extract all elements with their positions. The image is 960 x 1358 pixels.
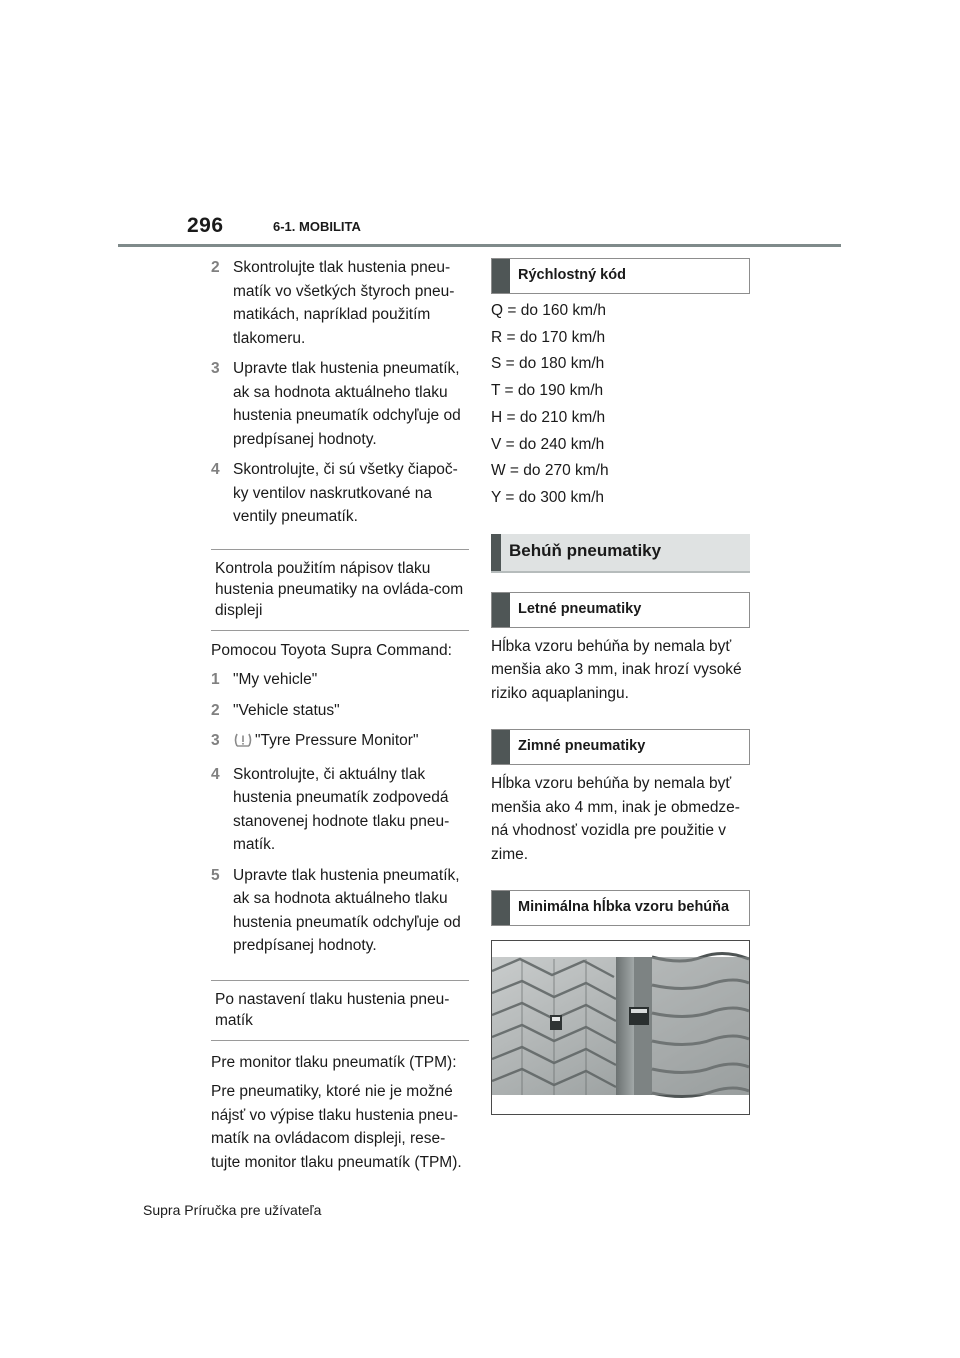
tread-section-heading xyxy=(491,534,750,573)
note-text: Kontrola použitím nápisov tlaku hustenia pneumatiky na ovláda-com displeji xyxy=(215,559,464,619)
step-item xyxy=(211,357,469,451)
tpm-heading-text: Pre monitor tlaku pneumatík (TPM): xyxy=(211,1053,457,1071)
page-number: 296 xyxy=(187,214,224,237)
footer-text: Supra Príručka pre užívateľa xyxy=(143,1202,322,1218)
heading-text: Zimné pneumatiky xyxy=(518,738,646,755)
list-item: R = do 170 km/h xyxy=(491,328,606,346)
summer-tires-text: Hĺbka vzoru behúňa by nemala byť menšia ako 3 mm, inak hrozí vysoké riziko aquaplaningu. xyxy=(491,637,742,702)
heading-text: Minimálna hĺbka vzoru behúňa xyxy=(518,899,730,916)
step-item xyxy=(211,763,469,857)
step-text: Skontrolujte tlak hustenia pneu-matík vo všetkých štyroch pneu-matikách, napríklad použitím tlakomeru. xyxy=(233,259,455,347)
heading-text: Letné pneumatiky xyxy=(518,600,642,617)
step-text: Skontrolujte, či sú všetky čiapoč-ky ventilov naskrutkované na ventily pneumatík. xyxy=(233,461,458,525)
note-text: Po nastavení tlaku hustenia pneu-matík xyxy=(215,990,450,1029)
step-item xyxy=(211,458,469,529)
step-text: "Vehicle status" xyxy=(233,701,340,719)
step-text: Upravte tlak hustenia pneumatík, ak sa hodnota aktuálneho tlaku hustenia pneumatík odchyľuje od predpísanej hodnoty. xyxy=(233,360,461,448)
step-item xyxy=(211,864,469,958)
step-item xyxy=(211,668,469,692)
note-box xyxy=(211,549,469,631)
heading-accent-bar xyxy=(492,891,510,925)
step-number: 3 xyxy=(211,732,220,749)
speed-code-list xyxy=(491,298,750,512)
list-item: H = do 210 km/h xyxy=(491,408,606,426)
min-tread-depth-heading xyxy=(491,890,750,926)
step-number: 2 xyxy=(211,701,220,719)
section-title: 6-1. MOBILITA xyxy=(273,219,361,234)
step-number: 5 xyxy=(211,866,220,884)
tpm-body-text: Pre pneumatiky, ktoré nie je možné nájsť vo výpise tlaku hustenia pneu-matík na ovládacom displeji, rese-tujte monitor tlaku pneumatík (TPM). xyxy=(211,1083,462,1171)
step-number: 4 xyxy=(211,461,220,478)
list-item: V = do 240 km/h xyxy=(491,435,605,453)
step-number: 1 xyxy=(211,671,220,688)
heading-accent-bar xyxy=(492,730,510,764)
heading-text: Behúň pneumatiky xyxy=(509,540,662,560)
heading-accent-bar xyxy=(492,259,510,293)
intro-text: Pomocou Toyota Supra Command: xyxy=(211,641,452,659)
winter-tires-heading xyxy=(491,729,750,765)
step-text: "My vehicle" xyxy=(233,671,318,688)
heading-text: Rýchlostný kód xyxy=(518,267,626,283)
speed-code-heading xyxy=(491,258,750,294)
step-number: 3 xyxy=(211,360,220,377)
winter-tires-text: Hĺbka vzoru behúňa by nemala byť menšia ako 4 mm, inak je obmedze-ná vhodnosť vozidla pre použitie v zime. xyxy=(491,775,740,863)
left-column xyxy=(211,256,469,1180)
header-divider xyxy=(118,244,841,247)
tire-warning-icon xyxy=(233,732,253,756)
tread-illustration-svg xyxy=(492,941,749,1114)
step-item xyxy=(211,729,469,756)
step-number: 2 xyxy=(211,259,220,276)
step-text: Skontrolujte, či aktuálny tlak hustenia pneumatík zodpovedá stanovenej hodnote tlaku pneu-matík. xyxy=(233,765,450,853)
heading-accent-bar xyxy=(492,593,510,627)
step-number: 4 xyxy=(211,765,220,783)
list-item: T = do 190 km/h xyxy=(491,382,604,400)
heading-accent-bar xyxy=(491,534,501,571)
step-text: Upravte tlak hustenia pneumatík, ak sa hodnota aktuálneho tlaku hustenia pneumatík odchyľuje od predpísanej hodnoty. xyxy=(233,866,461,954)
list-item: Y = do 300 km/h xyxy=(491,488,605,506)
right-column xyxy=(491,258,750,1115)
list-item: S = do 180 km/h xyxy=(491,355,605,373)
list-item: W = do 270 km/h xyxy=(491,462,609,480)
list-item: Q = do 160 km/h xyxy=(491,302,607,319)
step-text: "Tyre Pressure Monitor" xyxy=(255,732,419,749)
note-box xyxy=(211,980,469,1041)
summer-tires-heading xyxy=(491,592,750,628)
tread-wear-indicator-illustration xyxy=(491,940,750,1115)
step-item xyxy=(211,256,469,350)
step-item xyxy=(211,699,469,723)
